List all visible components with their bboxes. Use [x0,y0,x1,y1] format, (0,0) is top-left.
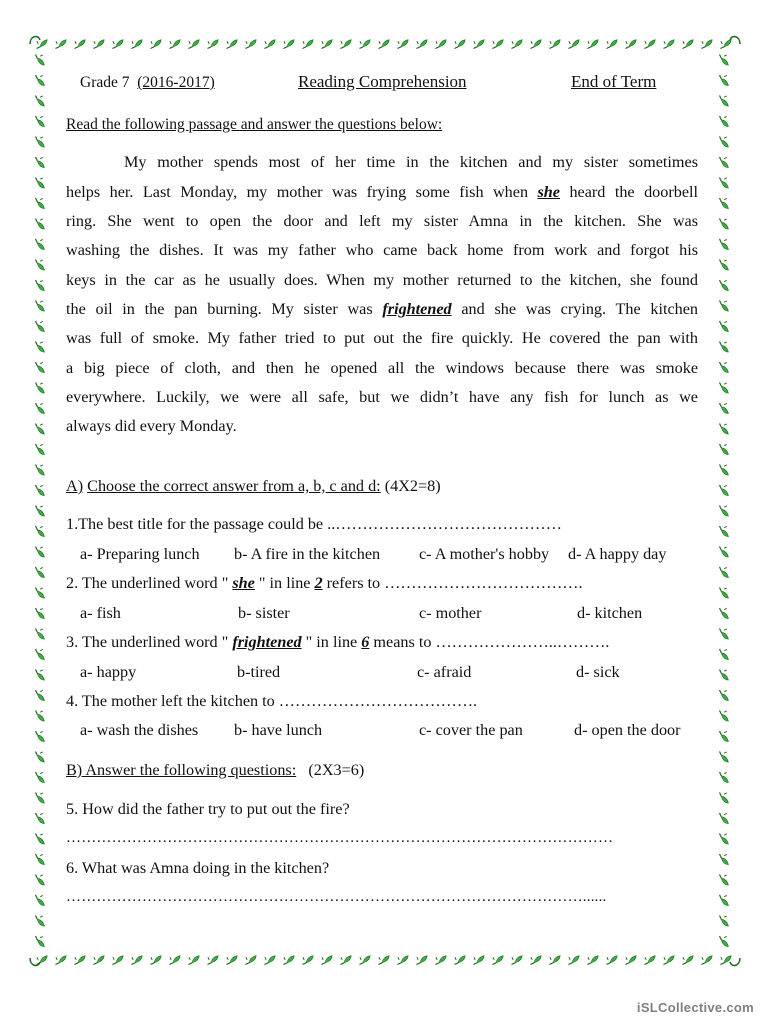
vine-leaf [719,953,732,967]
vine-leaf [717,893,731,906]
vine-leaf [33,463,47,476]
vine-leaf [605,953,618,967]
vine-leaf [339,37,352,51]
q3-line-number: 6 [361,633,370,651]
vine-leaf [700,37,713,51]
vine-leaf [33,483,47,496]
section-a-label: A) [66,477,84,495]
vine-leaf [33,237,47,250]
vine-leaf [717,442,731,455]
vine-leaf [33,893,47,906]
q3-text: " in line [301,633,362,651]
vine-leaf [717,401,731,414]
vine-leaf [33,278,47,291]
vine-leaf [717,852,731,865]
vine-leaf [472,953,485,967]
vine-leaf [717,832,731,845]
site-watermark: iSLCollective.com [636,1000,754,1015]
vine-leaf [33,94,47,107]
vine-leaf [33,811,47,824]
vine-leaf [244,953,257,967]
vine-leaf [717,565,731,578]
vine-leaf [33,299,47,312]
vine-leaf [548,37,561,51]
vine-leaf [717,627,731,640]
vine-leaf [33,668,47,681]
vine-leaf [717,114,731,127]
vine-leaf [567,953,580,967]
vine-leaf [33,934,47,947]
q3-keyword: frightened [232,633,302,651]
vine-leaf [225,37,238,51]
vine-leaf [643,37,656,51]
vine-leaf [643,953,656,967]
q4-option-d: d- open the door [574,721,681,739]
vine-leaf [33,791,47,804]
vine-leaf [567,37,580,51]
q3-option-d: d- sick [576,663,620,681]
q1-option-c: c- A mother's hobby [419,545,550,563]
q2-keyword: she [232,574,255,592]
vine-leaf [263,953,276,967]
q1-option-d: d- A happy day [568,545,667,563]
vine-leaf [548,953,561,967]
vine-leaf [33,586,47,599]
vine-leaf [510,953,523,967]
vine-leaf [33,647,47,660]
question-1: 1.The best title for the passage could be ..…………………………………… [66,515,562,533]
vine-leaf [719,37,732,51]
q4-option-c: c- cover the pan [419,721,523,739]
q2-option-d: d- kitchen [577,604,643,622]
vine-leaf [33,196,47,209]
vine-leaf [33,442,47,455]
vine-leaf [33,852,47,865]
vine-leaf [33,319,47,332]
vine-leaf [717,360,731,373]
vine-leaf [717,278,731,291]
vine-leaf [130,37,143,51]
q3-option-c: c- afraid [417,663,472,681]
vine-leaf [717,155,731,168]
vine-leaf [681,953,694,967]
q1-option-b: b- A fire in the kitchen [234,545,381,563]
grade-label [80,74,215,92]
passage-line: a big piece of cloth, and then he opened all the windows because there was smoke [66,359,698,377]
keyword-frightened: frightened [382,300,452,318]
vine-leaf [33,176,47,189]
passage-line [66,300,698,319]
vine-leaf [33,381,47,394]
answer-line-6: …………………………………………………………………………………………...... [66,889,607,905]
vine-leaf [33,524,47,537]
vine-leaf [33,135,47,148]
vine-curl [30,37,40,44]
q1-option-a: a- Preparing lunch [80,545,200,563]
vine-leaf [33,53,47,66]
vine-leaf [586,37,599,51]
vine-leaf [717,770,731,783]
vine-leaf [624,37,637,51]
passage-line: was full of smoke. My father tried to put out the fire quickly. He covered the pan with [66,329,698,347]
vine-leaf [206,953,219,967]
vine-curl [730,37,740,44]
keyword-she: she [537,183,560,201]
section-b-title: B) Answer the following questions: [66,761,297,779]
vine-leaf [320,953,333,967]
vine-leaf [33,606,47,619]
vine-leaf [33,565,47,578]
instruction: Read the following passage and answer the questions below: [66,116,443,133]
section-a-heading [66,477,441,496]
vine-leaf [187,953,200,967]
vine-leaf [35,37,48,51]
vine-curl [730,958,740,965]
q3-option-b: b-tired [237,663,281,681]
vine-leaf [717,586,731,599]
vine-leaf [717,811,731,824]
worksheet-title: Reading Comprehension [298,72,467,91]
answer-line-5: ……………………………………………………………………………………………… [66,830,614,846]
vine-leaf [396,37,409,51]
passage-line: everywhere. Luckily, we were all safe, but we didn’t have any fish for lunch as we [66,388,698,406]
question-5: 5. How did the father try to put out the fire? [66,800,350,818]
vine-leaf [717,299,731,312]
passage-line [66,183,698,202]
question-6: 6. What was Amna doing in the kitchen? [66,859,330,877]
vine-leaf [717,463,731,476]
term-label: End of Term [571,72,657,91]
vine-leaf [33,729,47,742]
vine-leaf [33,258,47,271]
vine-leaf [187,37,200,51]
vine-leaf [681,37,694,51]
q2-option-a: a- fish [80,604,121,622]
q2-text: refers to ………………………………. [322,574,583,592]
vine-leaf [529,953,542,967]
vine-leaf [149,953,162,967]
vine-leaf [717,668,731,681]
vine-leaf [282,37,295,51]
vine-leaf [168,37,181,51]
q3-text: 3. The underlined word " [66,633,233,651]
vine-leaf [33,114,47,127]
q4-option-b: b- have lunch [234,721,323,739]
vine-leaf [717,237,731,250]
vine-leaf [33,401,47,414]
vine-leaf [396,953,409,967]
vine-leaf [453,37,466,51]
passage-text: the oil in the pan burning. My sister was [66,300,373,318]
vine-leaf [717,258,731,271]
vine-leaf [453,953,466,967]
vine-leaf [282,953,295,967]
passage-line: washing the dishes. It was my father who came back home from work and forgot his [66,241,698,259]
vine-leaf [605,37,618,51]
vine-leaf [491,953,504,967]
vine-leaf [510,37,523,51]
grade-text: Grade 7 [80,74,130,91]
vine-leaf [130,953,143,967]
vine-leaf [434,953,447,967]
vine-leaf [415,37,428,51]
vine-leaf [320,37,333,51]
vine-leaf [168,953,181,967]
q2-line-number: 2 [314,574,323,592]
vine-leaf [434,37,447,51]
vine-leaf [33,155,47,168]
q2-option-c: c- mother [419,604,482,622]
vine-leaf [717,319,731,332]
vine-leaf [472,37,485,51]
vine-leaf [717,483,731,496]
vine-leaf [111,953,124,967]
vine-curl [30,958,40,965]
vine-leaf [700,953,713,967]
vine-leaf [33,504,47,517]
vine-leaf [624,953,637,967]
passage-line: My mother spends most of her time in the kitchen and my sister sometimes [124,153,698,171]
vine-leaf [491,37,504,51]
vine-leaf [358,953,371,967]
vine-leaf [33,770,47,783]
vine-leaf [33,627,47,640]
vine-leaf [377,37,390,51]
vine-leaf [415,953,428,967]
vine-leaf [717,791,731,804]
vine-leaf [73,37,86,51]
vine-leaf [717,217,731,230]
q2-option-b: b- sister [238,604,290,622]
q2-text: " in line [254,574,315,592]
vine-leaf [358,37,371,51]
vine-leaf [586,953,599,967]
vine-leaf [662,953,675,967]
vine-leaf [339,953,352,967]
vine-leaf [717,750,731,763]
vine-leaf [111,37,124,51]
vine-leaf [33,73,47,86]
vine-leaf [33,688,47,701]
vine-leaf [33,914,47,927]
vine-leaf [717,422,731,435]
question-3 [66,633,609,652]
vine-leaf [92,953,105,967]
vine-leaf [717,135,731,148]
passage-text: heard the doorbell [569,183,699,201]
vine-leaf [717,688,731,701]
vine-leaf [301,953,314,967]
vine-leaf [717,504,731,517]
question-4: 4. The mother left the kitchen to ………………………………. [66,692,478,710]
vine-leaf [717,94,731,107]
vine-leaf [529,37,542,51]
vine-leaf [717,176,731,189]
vine-leaf [263,37,276,51]
vine-leaf [33,217,47,230]
vine-leaf [33,360,47,373]
vine-leaf [717,340,731,353]
section-b-heading [66,761,364,780]
section-b-marks: (2X3=6) [308,761,365,779]
vine-leaf [225,953,238,967]
q3-text: means to …………………..………. [369,633,610,651]
vine-leaf [54,37,67,51]
passage-line: keys in the car as he usually does. When my mother returned to the kitchen, she found [66,271,698,289]
vine-leaf [717,729,731,742]
vine-leaf [33,545,47,558]
vine-leaf [73,953,86,967]
vine-leaf [92,37,105,51]
vine-leaf [717,545,731,558]
vine-leaf [717,53,731,66]
section-a-title: Choose the correct answer from a, b, c and d: [87,477,381,495]
vine-leaf [717,196,731,209]
vine-leaf [33,873,47,886]
vine-leaf [33,750,47,763]
vine-leaf [206,37,219,51]
section-a-marks: (4X2=8) [384,477,441,495]
passage-text: and she was crying. The kitchen [461,300,699,318]
vine-leaf [717,647,731,660]
vine-leaf [377,953,390,967]
vine-leaf [717,524,731,537]
vine-leaf [33,422,47,435]
vine-leaf [33,709,47,722]
vine-leaf [54,953,67,967]
vine-leaf [244,37,257,51]
vine-leaf [33,832,47,845]
vine-leaf [717,606,731,619]
q3-option-a: a- happy [80,663,137,681]
passage-line: ring. She went to open the door and left my sister Amna in the kitchen. She was [66,212,698,230]
vine-leaf [717,873,731,886]
vine-leaf [717,934,731,947]
q4-option-a: a- wash the dishes [80,721,199,739]
question-2 [66,574,583,593]
vine-leaf [33,340,47,353]
vine-leaf [149,37,162,51]
vine-leaf [717,381,731,394]
vine-leaf [717,709,731,722]
vine-leaf [301,37,314,51]
passage-line: always did every Monday. [66,417,237,435]
passage-text: helps her. Last Monday, my mother was frying some fish when [66,183,529,201]
q2-text: 2. The underlined word " [66,574,233,592]
vine-leaf [662,37,675,51]
vine-leaf [717,73,731,86]
school-year: (2016-2017) [137,74,215,91]
vine-leaf [717,914,731,927]
